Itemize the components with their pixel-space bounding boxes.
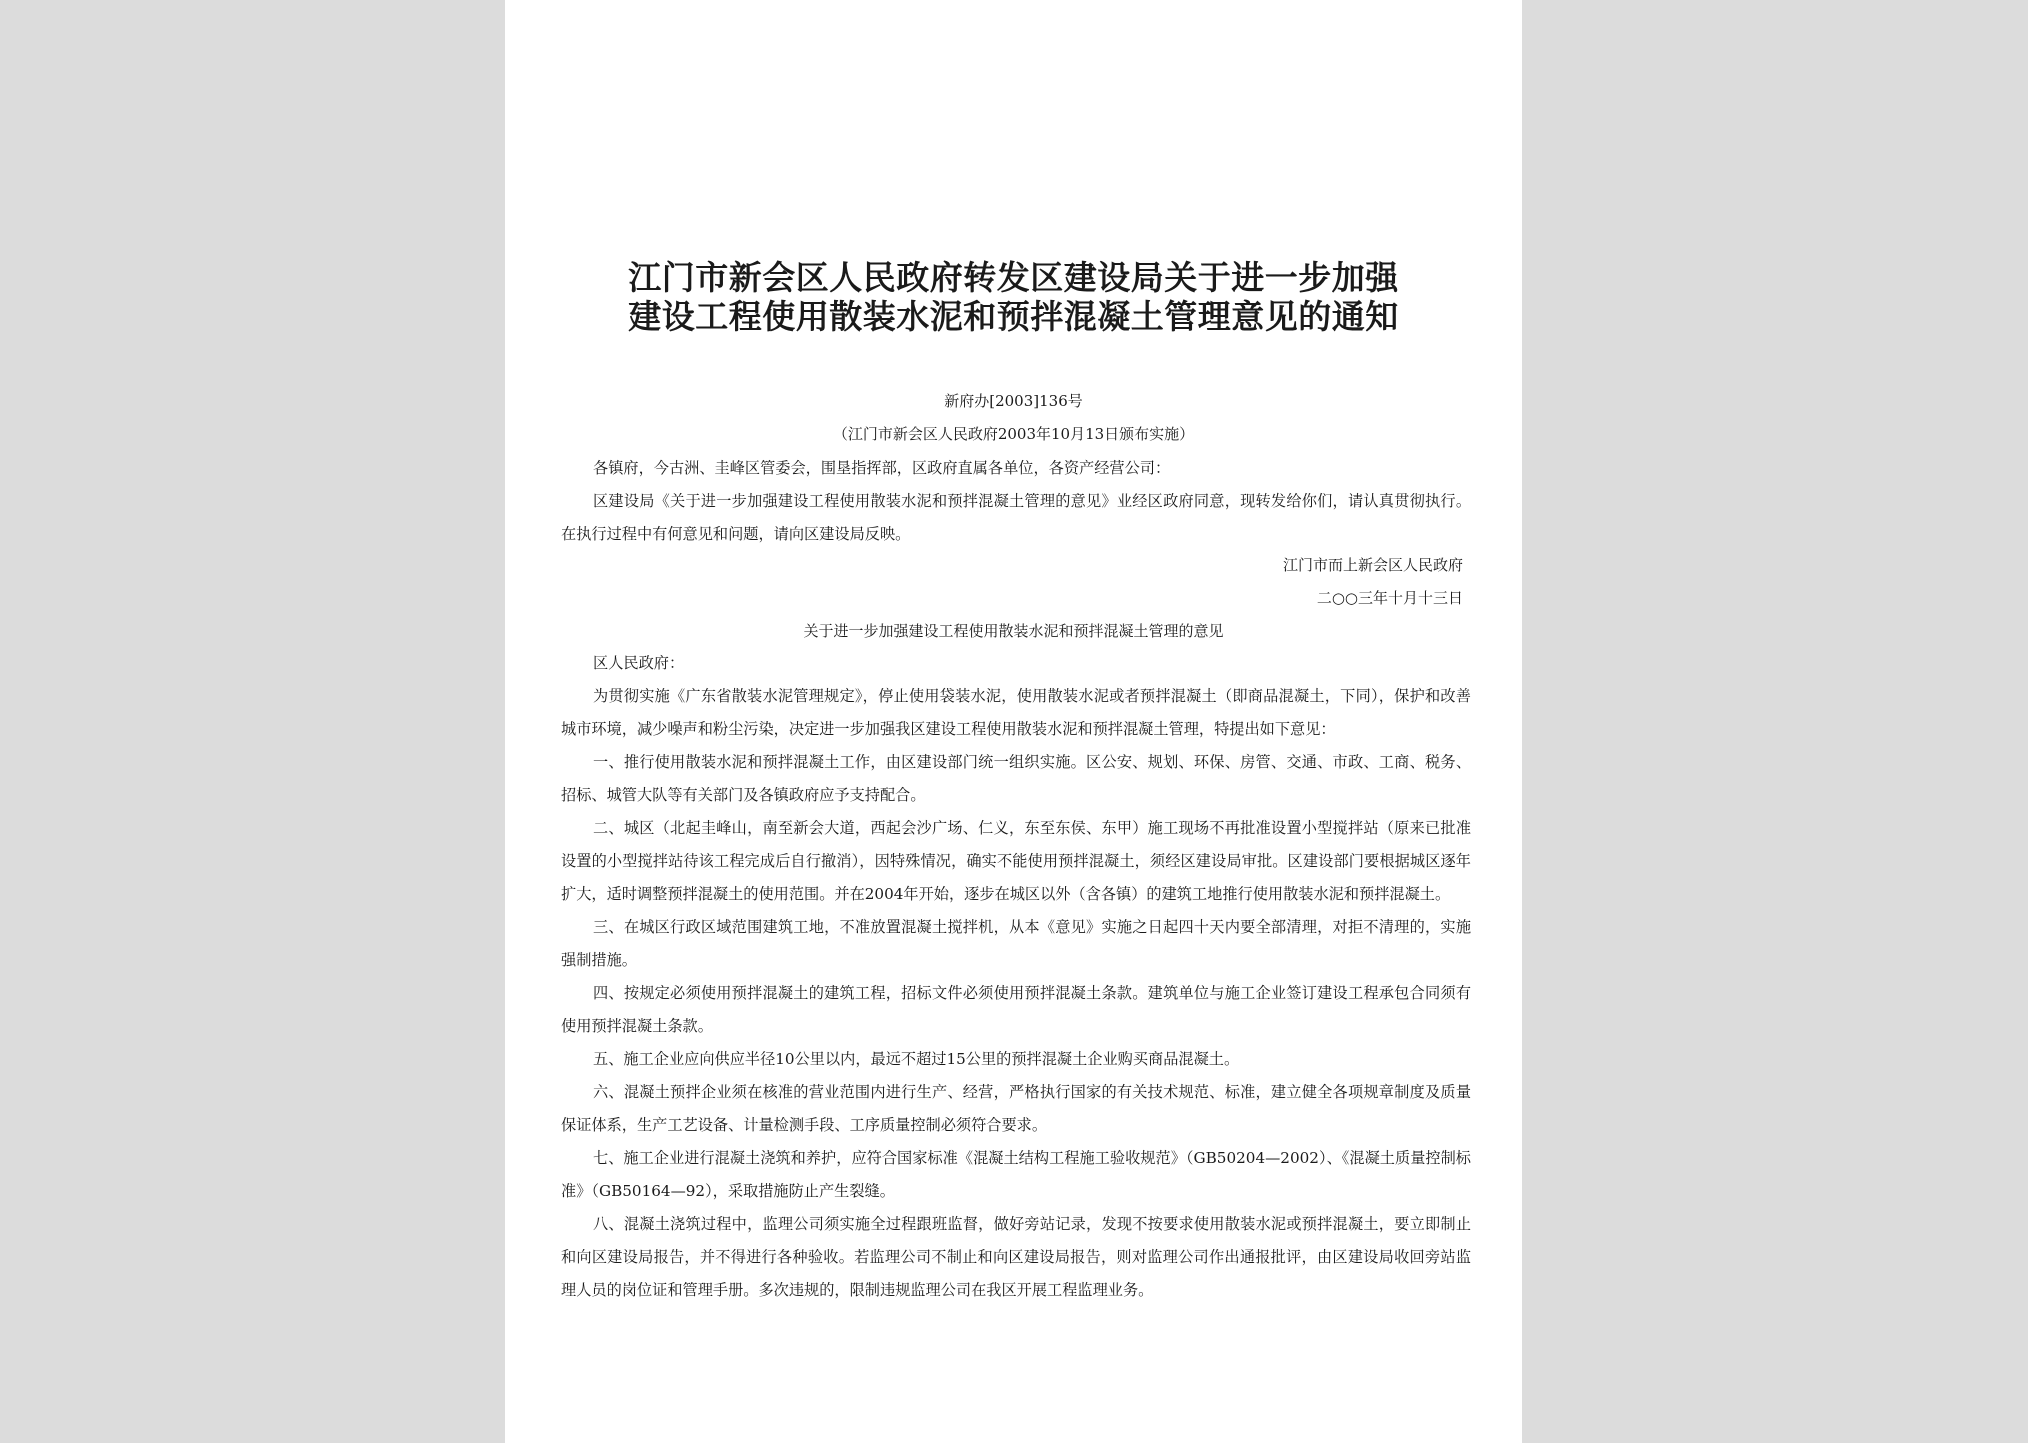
opinion-item-3: 三、在城区行政区域范围建筑工地，不准放置混凝土搅拌机，从本《意见》实施之日起四十天内要全部清理，对拒不清理的，实施强制措施。 [561, 918, 1471, 969]
opinion-item-7: 七、施工企业进行混凝土浇筑和养护，应符合国家标准《混凝土结构工程施工验收规范》（GB50204—2002）、《混凝土质量控制标准》（GB50164—92），采取措施防止产生裂缝。 [561, 1149, 1471, 1200]
title-line-1: 江门市新会区人民政府转发区建设局关于进一步加强 [628, 258, 1399, 297]
document-number: 新府办[2003]136号 [944, 392, 1083, 410]
opinion-item-1: 一、推行使用散装水泥和预拌混凝土工作，由区建设部门统一组织实施。区公安、规划、环保、房管、交通、市政、工商、税务、招标、城管大队等有关部门及各镇政府应予支持配合。 [561, 753, 1471, 804]
opinion-item-8: 八、混凝土浇筑过程中，监理公司须实施全过程跟班监督，做好旁站记录，发现不按要求使用散装水泥或预拌混凝土，要立即制止和向区建设局报告，并不得进行各种验收。若监理公司不制止和向区建设局报告，则对监理公司作出通报批评，由区建设局收回旁站监理人员的岗位证和管理手册。多次违规的，限制违规监理公司在我区开展工程监理业务。 [561, 1215, 1471, 1299]
issuer-signature: 江门市而上新会区人民政府 [1282, 556, 1463, 574]
opinion-item-5: 五、施工企业应向供应半径10公里以内，最远不超过15公里的预拌混凝土企业购买商品混凝土。 [593, 1050, 1240, 1068]
issue-date: 二○○三年十月十三日 [1316, 589, 1463, 607]
notice-body [561, 452, 1471, 551]
promulgation-note: （江门市新会区人民政府2003年10月13日颁布实施） [832, 425, 1195, 443]
opinion-item-4: 四、按规定必须使用预拌混凝土的建筑工程，招标文件必须使用预拌混凝土条款。建筑单位与施工企业签订建设工程承包合同须有使用预拌混凝土条款。 [561, 984, 1471, 1035]
opinion-body [561, 647, 1471, 1307]
opinion-recipient: 区人民政府： [593, 654, 685, 672]
document-page [505, 0, 1522, 1443]
opinion-item-2: 二、城区（北起圭峰山，南至新会大道，西起会沙广场、仁义，东至东侯、东甲）施工现场不再批准设置小型搅拌站（原来已批准设置的小型搅拌站待该工程完成后自行撤消），因特殊情况，确实不能使用预拌混凝土，须经区建设局审批。区建设部门要根据城区逐年扩大，适时调整预拌混凝土的使用范围。并在2004年开始，逐步在城区以外（含各镇）的建筑工地推行使用散装水泥和预拌混凝土。 [561, 819, 1471, 903]
preamble-paragraph: 为贯彻实施《广东省散装水泥管理规定》，停止使用袋装水泥，使用散装水泥或者预拌混凝土（即商品混凝土，下同），保护和改善城市环境，减少噪声和粉尘污染，决定进一步加强我区建设工程使用散装水泥和预拌混凝土管理，特提出如下意见： [561, 687, 1471, 738]
title-line-2: 建设工程使用散装水泥和预拌混凝土管理意见的通知 [628, 297, 1399, 336]
salutation: 各镇府，今古洲、圭峰区管委会，围垦指挥部，区政府直属各单位，各资产经营公司： [593, 459, 1171, 477]
document-title [505, 258, 1522, 336]
opinion-item-6: 六、混凝土预拌企业须在核准的营业范围内进行生产、经营，严格执行国家的有关技术规范、标准，建立健全各项规章制度及质量保证体系，生产工艺设备、计量检测手段、工序质量控制必须符合要求。 [561, 1083, 1471, 1134]
opinion-title: 关于进一步加强建设工程使用散装水泥和预拌混凝土管理的意见 [803, 622, 1224, 640]
intro-paragraph: 区建设局《关于进一步加强建设工程使用散装水泥和预拌混凝土管理的意见》业经区政府同意，现转发给你们，请认真贯彻执行。在执行过程中有何意见和问题，请向区建设局反映。 [561, 492, 1471, 543]
